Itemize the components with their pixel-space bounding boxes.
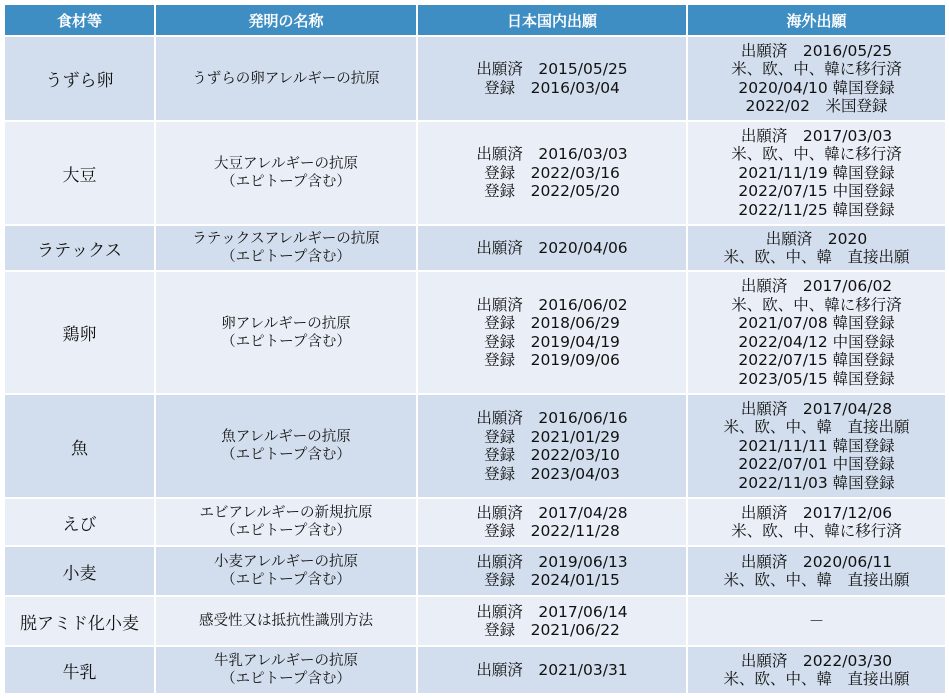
overseas-cell-line: 2022/11/25 韓国登録: [738, 200, 895, 219]
food-cell: えび: [4, 498, 155, 546]
overseas-cell-line: 米、欧、中、韓 直接出願: [723, 248, 910, 266]
invention-cell-line: 牛乳アレルギーの抗原: [213, 653, 359, 669]
overseas-cell: [687, 225, 946, 271]
domestic-cell-line: 登録 2021/06/22: [484, 621, 620, 639]
domestic-cell-line: 出願済 2017/04/28: [476, 503, 628, 522]
domestic-cell: [417, 225, 687, 271]
domestic-cell-line: 登録 2022/11/28: [484, 522, 620, 540]
overseas-cell-line: 出願済 2016/05/25: [740, 41, 893, 60]
domestic-cell-line: 登録 2024/01/15: [484, 571, 620, 589]
food-cell: 鶏卵: [4, 271, 155, 394]
overseas-cell-line: 米、欧、中、韓 直接出願: [723, 670, 910, 688]
domestic-cell-line: 登録 2022/05/20: [484, 182, 620, 201]
table-row: [4, 121, 946, 225]
invention-cell-line: エビアレルギーの新規抗原: [199, 505, 373, 521]
domestic-cell-line: 出願済 2020/04/06: [476, 238, 628, 257]
overseas-cell: [687, 121, 946, 225]
domestic-cell: [417, 546, 687, 596]
invention-cell-line: （エピトープ含む）: [221, 249, 351, 265]
header-row: [4, 4, 946, 36]
overseas-cell: [687, 596, 946, 646]
domestic-cell-line: 出願済 2015/05/25: [476, 60, 628, 78]
overseas-cell: [687, 498, 946, 546]
overseas-cell-line: 米、欧、中、韓に移行済: [731, 60, 902, 78]
overseas-cell: [687, 546, 946, 596]
overseas-cell-line: 出願済 2017/03/03: [740, 126, 893, 145]
table-body: [4, 36, 946, 694]
overseas-cell-line: 2022/04/12 中国登録: [738, 332, 895, 351]
overseas-cell-line: 出願済 2017/12/06: [740, 503, 893, 522]
domestic-cell: [417, 36, 687, 121]
overseas-cell-line: 米、欧、中、韓に移行済: [731, 145, 902, 164]
food-cell: 魚: [4, 394, 155, 498]
domestic-cell-line: 登録 2021/01/29: [484, 427, 620, 446]
overseas-cell: [687, 271, 946, 394]
invention-cell-line: （エピトープ含む）: [221, 671, 351, 687]
table-row: [4, 225, 946, 271]
overseas-cell-line: 2022/07/15 中国登録: [738, 182, 895, 201]
domestic-cell: [417, 121, 687, 225]
food-cell: 脱アミド化小麦: [4, 596, 155, 646]
domestic-cell-line: 登録 2018/06/29: [484, 314, 620, 332]
invention-cell-line: （エピトープ含む）: [221, 447, 351, 463]
overseas-cell-line: 米、欧、中、韓 直接出願: [723, 418, 910, 437]
domestic-cell-line: 登録 2019/04/19: [484, 332, 620, 351]
food-cell: うずら卵: [4, 36, 155, 121]
invention-cell: [155, 546, 417, 596]
domestic-cell-line: 登録 2016/03/04: [484, 78, 620, 97]
header-domestic: 日本国内出願: [417, 4, 687, 36]
overseas-cell-line: 2021/11/19 韓国登録: [738, 163, 895, 182]
overseas-cell-line: －: [808, 611, 825, 630]
invention-cell-line: 小麦アレルギーの抗原: [213, 554, 359, 570]
domestic-cell-line: 出願済 2019/06/13: [476, 552, 628, 571]
table-row: [4, 394, 946, 498]
invention-cell-line: ラテックスアレルギーの抗原: [192, 231, 380, 247]
invention-cell-line: （エピトープ含む）: [221, 523, 351, 539]
domestic-cell: [417, 271, 687, 394]
invention-cell: [155, 121, 417, 225]
invention-cell-line: （エピトープ含む）: [221, 572, 351, 588]
table-row: [4, 596, 946, 646]
table-row: [4, 546, 946, 596]
overseas-cell: [687, 36, 946, 121]
invention-cell-line: 卵アレルギーの抗原: [221, 315, 351, 332]
table-row: [4, 646, 946, 694]
overseas-cell-line: 2020/04/10 韓国登録: [738, 78, 895, 97]
food-cell: 小麦: [4, 546, 155, 596]
table-row: [4, 271, 946, 394]
domestic-cell: [417, 498, 687, 546]
header-overseas: 海外出願: [687, 4, 946, 36]
overseas-cell-line: 出願済 2022/03/30: [740, 651, 893, 670]
overseas-cell-line: 米、欧、中、韓に移行済: [731, 522, 902, 540]
domestic-cell-line: 出願済 2021/03/31: [476, 660, 628, 679]
overseas-cell-line: 出願済 2020: [765, 229, 868, 248]
domestic-cell-line: 出願済 2016/06/02: [476, 295, 628, 314]
overseas-cell-line: 2022/07/15 韓国登録: [738, 351, 895, 369]
invention-cell: [155, 225, 417, 271]
domestic-cell-line: 登録 2022/03/10: [484, 446, 620, 464]
food-cell: 牛乳: [4, 646, 155, 694]
overseas-cell-line: 2021/07/08 韓国登録: [738, 314, 895, 332]
food-cell: 大豆: [4, 121, 155, 225]
domestic-cell: [417, 596, 687, 646]
food-cell: ラテックス: [4, 225, 155, 271]
overseas-cell-line: 米、欧、中、韓に移行済: [731, 295, 902, 314]
domestic-cell-line: 登録 2022/03/16: [484, 163, 620, 182]
domestic-cell-line: 登録 2019/09/06: [484, 351, 620, 369]
invention-cell-line: 大豆アレルギーの抗原: [213, 156, 359, 172]
domestic-cell: [417, 394, 687, 498]
overseas-cell-line: 2022/02 米国登録: [745, 97, 888, 115]
overseas-cell-line: 2023/05/15 韓国登録: [738, 369, 895, 388]
domestic-cell: [417, 646, 687, 694]
invention-cell-line: （エピトープ含む）: [221, 174, 351, 190]
table-row: [4, 36, 946, 121]
invention-cell: [155, 596, 417, 646]
invention-cell-line: （エピトープ含む）: [221, 333, 351, 350]
overseas-cell: [687, 394, 946, 498]
overseas-cell-line: 2021/11/11 韓国登録: [738, 436, 895, 455]
invention-cell: [155, 646, 417, 694]
invention-cell-line: うずらの卵アレルギーの抗原: [192, 70, 380, 87]
invention-cell: [155, 271, 417, 394]
overseas-cell-line: 米、欧、中、韓 直接出願: [723, 571, 910, 589]
header-invention: 発明の名称: [155, 4, 417, 36]
overseas-cell-line: 2022/07/01 中国登録: [738, 455, 895, 474]
overseas-cell-line: 出願済 2020/06/11: [740, 552, 893, 571]
invention-cell: [155, 36, 417, 121]
domestic-cell-line: 出願済 2017/06/14: [476, 602, 628, 621]
domestic-cell-line: 登録 2023/04/03: [484, 464, 620, 483]
overseas-cell: [687, 646, 946, 694]
invention-cell-line: 魚アレルギーの抗原: [221, 429, 351, 445]
domestic-cell-line: 出願済 2016/06/16: [476, 409, 628, 427]
domestic-cell-line: 出願済 2016/03/03: [476, 145, 628, 164]
table-row: [4, 498, 946, 546]
header-food: 食材等: [4, 4, 155, 36]
invention-cell: [155, 394, 417, 498]
overseas-cell-line: 出願済 2017/06/02: [740, 277, 893, 295]
patent-table: [3, 3, 947, 695]
invention-cell: [155, 498, 417, 546]
overseas-cell-line: 出願済 2017/04/28: [740, 399, 893, 418]
invention-cell-line: 感受性又は抵抗性識別方法: [199, 613, 373, 629]
overseas-cell-line: 2022/11/03 韓国登録: [738, 473, 895, 492]
